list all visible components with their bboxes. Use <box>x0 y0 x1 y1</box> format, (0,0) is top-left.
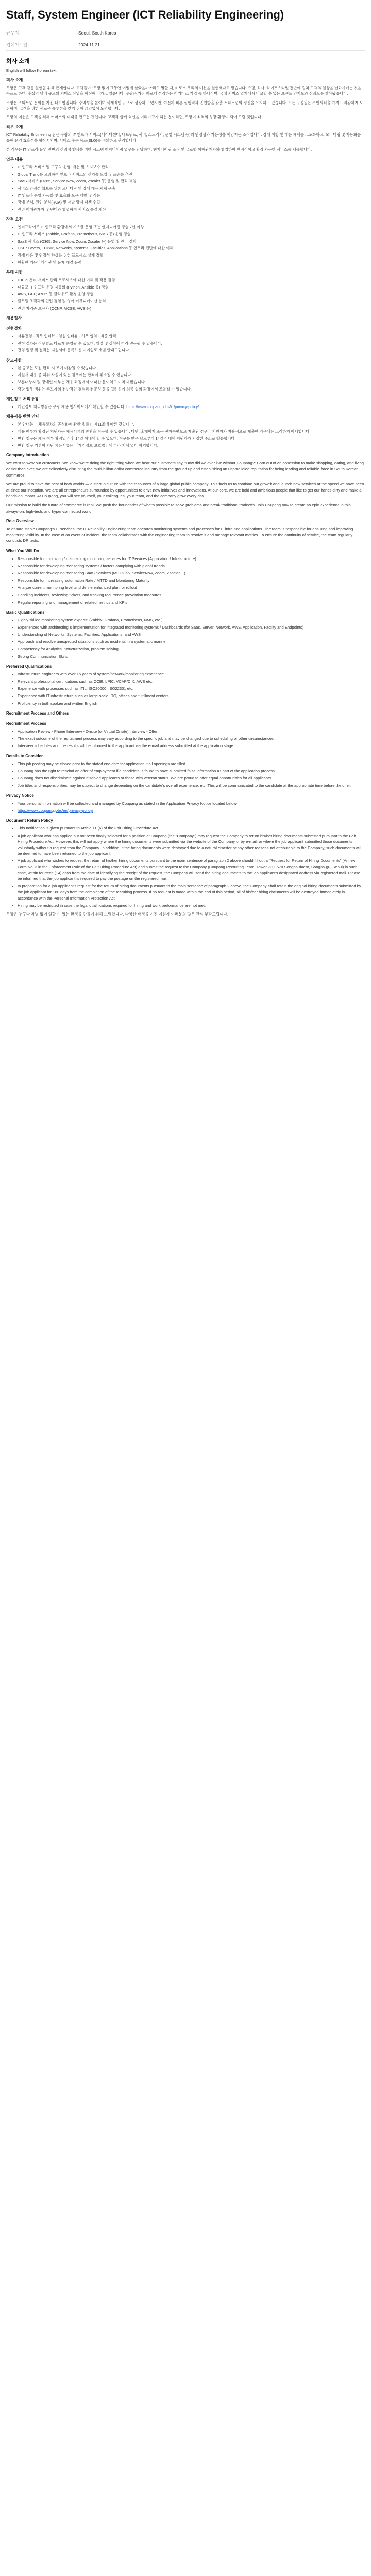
list-item: • Analyze current monitoring level and define enhanced plan for rollout <box>18 585 365 591</box>
section-heading: What You Will Do <box>6 548 39 553</box>
bullet-list <box>6 421 365 448</box>
list-item: • 장애 대응 및 안정성 향상을 위한 프로세스 설계 경험 <box>18 252 365 258</box>
sub-heading: Privacy Notice <box>6 793 34 798</box>
sub-heading: Document Return Policy <box>6 818 53 823</box>
list-item: • 엔터프라이즈 IT 인프라 환경에서 시스템 운영 또는 엔지니어링 경험 7년 이상 <box>18 224 365 230</box>
bullet-list <box>6 164 365 212</box>
list-item: • 반환 청구는 채용 여부 확정일 이후 14일 이내에 할 수 있으며, 청구를 받은 날로부터 14일 이내에 지원자가 지정한 주소로 발송합니다. <box>18 436 365 442</box>
sub-heading: 참고사항 <box>6 358 22 363</box>
list-item: • 반환 청구 기간이 지난 채용서류는 「개인정보 보호법」에 따라 지체 없이 파기합니다. <box>18 443 365 448</box>
sub-heading: Recruitment Process <box>6 721 46 726</box>
list-item: • 대규모 IT 인프라 운영 자동화 (Python, Ansible 등) 경험 <box>18 284 365 290</box>
list-item: • Your personal information will be collected and managed by Coupang as stated in the Application Privacy Notice located below. <box>18 801 365 807</box>
list-item: • Application Review - Phone Interview - Onsite (or Virtual Onsite) Interview - Offer <box>18 728 365 735</box>
list-item: • IT 인프라 서비스 (Zabbix, Grafana, Prometheus, NMS 등) 운영 경험 <box>18 231 365 237</box>
list-item: • Strong Communication Skills <box>18 654 365 660</box>
meta-value: Seoul, South Korea <box>78 30 116 36</box>
list-item: • Experienced with architecting & implementation for integrated monitoring systems / Dashboards (for Saas, Server, Network, AWS, Application, Facility and Endpoints) <box>18 624 365 631</box>
list-item: • SaaS 서비스 (O365, Service Now, Zoom, Zscaler 등) 운영 및 관리 책임 <box>18 178 365 184</box>
section-heading: Role Overview <box>6 519 34 524</box>
bullet-list <box>6 365 365 392</box>
bullet-list <box>6 801 365 814</box>
list-item: • IT 인프라 운영 자동화 및 효율화 도구 개발 및 적용 <box>18 193 365 198</box>
meta-label: 업데이트일 <box>6 42 28 47</box>
section-heading: 채용절차 <box>6 315 22 320</box>
list-item: • 담당 업무 범위는 후보자의 전반적인 경력과 전문성 등을 고려하여 최종 협의 과정에서 조율될 수 있습니다. <box>18 386 365 392</box>
list-item: • Hiring may be restricted in case the legal qualifications required for hiring and work performance are not met. <box>18 903 365 909</box>
list-item: • Handling incidents, reviewing tickets, and tracking recurrence prevention measures <box>18 592 365 598</box>
meta-row-updated <box>6 39 365 50</box>
privacy-text: 개인정보 처리방침은 쿠팡 채용 웹사이트에서 확인할 수 있습니다. <box>18 404 126 409</box>
list-item: • SaaS 서비스 (O365, Service Now, Zoom, Zscaler 등) 운영 및 관리 경험 <box>18 239 365 244</box>
list-item: • Infrastructure engineers with over 15 years of system/network/monitoring experience <box>18 671 365 677</box>
list-item: • 지원서 내용 중 허위 사실이 있는 경우에는 합격이 취소될 수 있습니다. <box>18 372 365 378</box>
paragraph: To ensure stable Coupang's IT services, the IT Reliability Engineering team operates monitoring systems and processes for IT infra and applications. The team is responsible for ensuring and improving monitoring visibility. In the case of an event or incident, the team collaborates with the engineering team to resolve it and manage relevant metrics. To ensure the continuity of service, the team regularly conducts DR tests. <box>6 527 353 544</box>
paragraph: 쿠팡의 미션은 고객을 위해 커머스의 미래를 만드는 것입니다. 고객과 함께 혁신을 이뤄가고자 하는 분이라면, 쿠팡이 최적의 성장 환경이 되어 드릴 것입니다. <box>6 115 263 120</box>
list-item: • Coupang does not discriminate against disabled applicants or those with veteran status. We are proud to offer equal opportunities for all applicants. <box>18 775 365 782</box>
section-heading: 자격 요건 <box>6 217 23 222</box>
list-item: • In preparation for a job applicant's request for the return of hiring documents pursuant to the main sentence of paragraph 2 above, the Company shall retain the original hiring documents submitted by the job applicant for 180 days from the completion of the recruiting process. If no request is made within the end of this period, all of his/her hiring documents will be destroyed immediately in accordance with the Personal Information Protection Act. <box>18 883 365 901</box>
meta-row-location <box>6 27 365 39</box>
list-item: • OSI 7 Layers, TCP/IP, Networks, Systems, Facilities, Applications 등 인프라 전반에 대한 이해 <box>18 245 365 251</box>
list-item: • Understanding of Networks, Systems, Facilities, Applications, and AWS <box>18 632 365 638</box>
paragraph: We are proud to have the best of both worlds — a startup culture with the resources of a large global public company. This fuels us to continue our growth and launch new services at the speed we have been at since our inception. We are all entrepreneurs surrounded by opportunities to drive new initiatives and innovations. At our core, we are bold and ambitious people that like to get our hands dirty and make a hands-on impact. At Coupang, you will see yourself, your colleagues, your team, and the company grow every day. <box>6 482 364 499</box>
list-item: • Competency for Analytics, Structurization, problem solving <box>18 646 365 652</box>
list-item: • A job applicant who has applied but not been finally selected for a position at Coupang (the "Company") may request the Company to return his/her hiring documents submitted pursuant to the Fair Hiring Procedure Act. However, this will not apply where the hiring documents were submitted via the website of the Company or by e-mail, or where the job applicant submitted those documents voluntarily without a request from the Company. In addition, if the hiring documents were destroyed due to a natural disaster or any other reasons not attributable to the Company, such documents will be deemed to have been returned to the job applicant. <box>18 833 365 857</box>
list-item <box>18 404 365 410</box>
bullet-list <box>6 333 365 353</box>
list-item: • Responsible for developing monitoring systems / factors complying with global trends <box>18 563 365 569</box>
bullet-list <box>6 825 365 908</box>
privacy-link[interactable]: https://www.coupang.jobs/kr/privacy-policy/ <box>126 404 199 409</box>
sub-heading: 전형절차 <box>6 326 22 331</box>
list-item: • 보훈대상자 및 장애인 여부는 채용 과정에서 어떠한 불이익도 미치지 않습니다. <box>18 379 365 385</box>
section-heading: Preferred Qualifications <box>6 664 52 669</box>
job-title: Staff, System Engineer (ICT Reliability Engineering) <box>6 8 284 21</box>
list-item: • Proficiency in both spoken and written English <box>18 701 365 707</box>
meta-value: 2024.11.21 <box>78 42 100 47</box>
list-item: • 원활한 커뮤니케이션 및 문제 해결 능력 <box>18 260 365 265</box>
list-item: • Relevant professional certifications such as CCIE, LPIC, VCAP/CIX, AWS etc. <box>18 679 365 685</box>
bullet-list <box>6 556 365 605</box>
list-item: • This job posting may be closed prior to the stated end date for application if all openings are filled. <box>18 761 365 767</box>
section-heading: 업무 내용 <box>6 157 23 162</box>
english-section <box>6 452 365 917</box>
list-item: • 서비스 안정성 확보를 위한 모니터링 및 장애 대응 체계 구축 <box>18 185 365 191</box>
meta-label: 근무지 <box>6 30 19 36</box>
list-item: • AWS, GCP, Azure 등 클라우드 환경 운영 경험 <box>18 291 365 297</box>
list-item: • Job titles and responsibilities may be subject to change depending on the candidate's overall experience, etc. This will be communicated to the candidate at the appropriate time before the offer. <box>18 783 365 789</box>
bullet-list <box>6 617 365 659</box>
list-item: • 본 공고는 모집 완료 시 조기 마감될 수 있습니다. <box>18 365 365 371</box>
list-item: • 장애 분석, 원인 분석(RCA) 및 재발 방지 대책 수립 <box>18 199 365 205</box>
section-heading: 회사 소개 <box>6 58 30 64</box>
list-item: • 전형 일정 및 결과는 지원서에 등록하신 이메일로 개별 안내드립니다. <box>18 347 365 353</box>
sub-heading: 개인정보 처리방침 <box>6 396 39 401</box>
section-heading: Basic Qualifications <box>6 610 45 615</box>
list-item: • 관련 이해관계자 및 벤더와 협업하여 서비스 품질 개선 <box>18 207 365 212</box>
bullet-list <box>6 728 365 749</box>
list-item: • 본 안내는 「채용절차의 공정화에 관한 법률」 제11조에 따른 것입니다. <box>18 421 365 427</box>
section-heading: 우대 사항 <box>6 269 23 275</box>
list-item: • Regular reporting and management of related metrics and KPIs <box>18 600 365 606</box>
list-item: • Highly skilled monitoring system experts: (Zabbix, Grafana, Prometheus, NMS, etc.) <box>18 617 365 623</box>
closing-paragraph: 쿠팡은 누구나 차별 없이 일할 수 있는 환경을 만들기 위해 노력합니다. 다양한 배경을 가진 지원자 여러분의 많은 관심 부탁드립니다. <box>6 912 228 917</box>
bullet-list <box>6 404 365 410</box>
list-item: • The exact outcome of the recruitment process may vary according to the specific job and may be changed due to scheduling or other circumstances. <box>18 736 365 742</box>
job-meta <box>6 27 365 51</box>
list-item: • IT 인프라 서비스 및 도구의 운영, 개선 및 유지보수 관리 <box>18 164 365 170</box>
list-item: • Experience with IT infrastructure such as large-scale IDC, offices and fulfillment centers <box>18 693 365 699</box>
sub-heading: Details to Consider <box>6 753 43 758</box>
list-item: • 전형 절차는 직무별로 다르게 운영될 수 있으며, 일정 및 상황에 따라 변동될 수 있습니다. <box>18 341 365 346</box>
paragraph: English will follow Korean text <box>6 68 57 73</box>
list-item: • 서류전형 - 직무 인터뷰 - 임원 인터뷰 - 처우 협의 - 최종 합격 <box>18 333 365 339</box>
section-heading: Company Introduction <box>6 453 49 458</box>
list-item: • 관련 자격증 보유자 (CCNP, MCSE, AWS 등) <box>18 306 365 311</box>
bullet-list <box>6 277 365 311</box>
list-item: • Responsible for developing monitoring SaaS Services (MS O365, ServiceNow, Zoom, Zscaler ...) <box>18 570 365 577</box>
list-item: • A job applicant who wishes to request the return of his/her hiring documents pursuant to the main sentence of paragraph 2 above should fill out a "Request for Return of Hiring Documents" (Annex Form No. 3 in the Enforcement Rule of the Fair Hiring Procedure Act) and submit the request to the Company (Coupang Recruiting Team, Tower 730, 570 Songpa-daero, Songpa-gu, Seoul) in such case, within fourteen (14) days from the date of identifying the receipt of the request, the Company will send the hiring documents to the job applicant's designated address via registered mail. Please be informed that the job applicant is required to pay the postage on the registered mail. <box>18 858 365 882</box>
korean-section <box>6 57 365 448</box>
list-item: • 글로벌 조직과의 협업 경험 및 영어 커뮤니케이션 능력 <box>18 298 365 304</box>
paragraph: 본 직무는 IT 인프라 운영 전반의 신뢰성 향상을 위한 시스템 엔지니어링 업무를 담당하며, 엔지니어링 조직 및 글로벌 이해관계자와 협업하여 안정적이고 확장 가능한 서비스를 제공합니다. <box>6 147 312 152</box>
paragraph: 쿠팡은 스타트업 문화를 가진 대기업입니다. 수익성을 높이며 세계적인 규모로 성장하고 있지만, 여전히 빠른 실행력과 민첩함을 갖춘 스타트업의 정신을 유지하고 있습니다. 모든 구성원은 주인의식을 가지고 과감하게 도전하며, 고객을 위한 새로운 솔루션을 찾기 위해 끊임없이 노력합니다. <box>6 100 363 111</box>
list-item: • Approach and resolve unexpected situations such as incidents in a systematic manner <box>18 639 365 645</box>
section-heading: Recruitment Process and Others <box>6 711 69 716</box>
list-item: • Responsible for improving / maintaining monitoring services for IT Services (Application / Infrastructure) <box>18 556 365 562</box>
list-item: • Interview schedules and the results will be informed to the applicant via the e-mail address submitted at the application stage. <box>18 743 365 749</box>
list-item: • Experience with processes such as ITIL, ISO20000, ISO22301 etc. <box>18 686 365 692</box>
list-item: • Global Trend를 고려하여 인프라 서비스의 신기술 도입 및 표준화 추진 <box>18 172 365 177</box>
paragraph: Our mission to build the future of commerce is real. We push the boundaries of what's possible to solve problems and break traditional tradeoffs. Join Coupang now to create an epic experience in this always-on, high-tech, and hyper-connected world. <box>6 502 351 514</box>
paragraph: ICT Reliability Engineering 팀은 쿠팡의 IT 인프라 서비스(데이터센터, 네트워크, 서버, 스토리지, 운영 시스템 등)의 안정성과 가용성을 책임지는 조직입니다. 장애 예방 및 대응 체계를 고도화하고, 모니터링 및 자동화를 통해 운영 효율성을 향상시키며, 서비스 수준 목표(SLO)를 정의하고 관리합니다. <box>6 132 361 143</box>
paragraph: We exist to wow our customers. We know we're doing the right thing when we hear our customers say, "How did we ever live without Coupang?" Born out of an obsession to make shopping, eating, and living easier than ever, we are collectively disrupting the multi-billion-dollar commerce industry from the ground up and establishing an unparalleled reputation for being leading and reliable force in South Korean commerce. <box>6 461 364 478</box>
job-posting-page <box>0 8 371 929</box>
section-heading: 회사 소개 <box>6 78 23 83</box>
list-item: • This notification is given pursuant to Article 11 (6) of the Fair Hiring Procedure Act. <box>18 825 365 832</box>
list-item: • 채용 여부가 확정된 지원자는 채용서류의 반환을 청구할 수 있습니다. 다만, 홈페이지 또는 전자우편으로 제출된 경우나 지원자가 자율적으로 제출한 경우에는 그러하지 아니합니다. <box>18 429 365 434</box>
list-item: • ITIL 기반 IT 서비스 관리 프로세스에 대한 이해 및 적용 경험 <box>18 277 365 283</box>
privacy-link[interactable]: https://www.coupang.jobs/en/privacy-policy/ <box>18 808 93 813</box>
section-heading: 직무 소개 <box>6 125 23 130</box>
paragraph: 쿠팡은 고객 감동 실현을 위해 존재합니다. 고객들이 "쿠팡 없이 그동안 어떻게 살았을까?"라고 말할 때, 비로소 우리의 미션을 실현했다고 믿습니다. 쇼핑, 식사, 라이프스타일 전반에 걸쳐 고객의 일상을 변화시키는 것을 목표로 하며, 수십억 달러 규모의 커머스 산업을 혁신해 나가고 있습니다. 쿠팡은 가장 빠르게 성장하는 이커머스 기업 중 하나이며, 국내 커머스 업계에서 비교할 수 없는 브랜드 인지도와 신뢰도를 쌓아왔습니다. <box>6 86 362 96</box>
list-item <box>18 808 365 814</box>
bullet-list <box>6 671 365 706</box>
bullet-list <box>6 224 365 265</box>
sub-heading: 채용서류 반환 안내 <box>6 414 40 419</box>
job-description <box>6 57 365 918</box>
list-item: • Coupang has the right to rescind an offer of employment if a candidate is found to have submitted false information as part of the application process. <box>18 768 365 774</box>
bullet-list <box>6 761 365 789</box>
list-item: • Responsible for increasing automation Rate / MTTD and Monitoring Maturity <box>18 578 365 584</box>
